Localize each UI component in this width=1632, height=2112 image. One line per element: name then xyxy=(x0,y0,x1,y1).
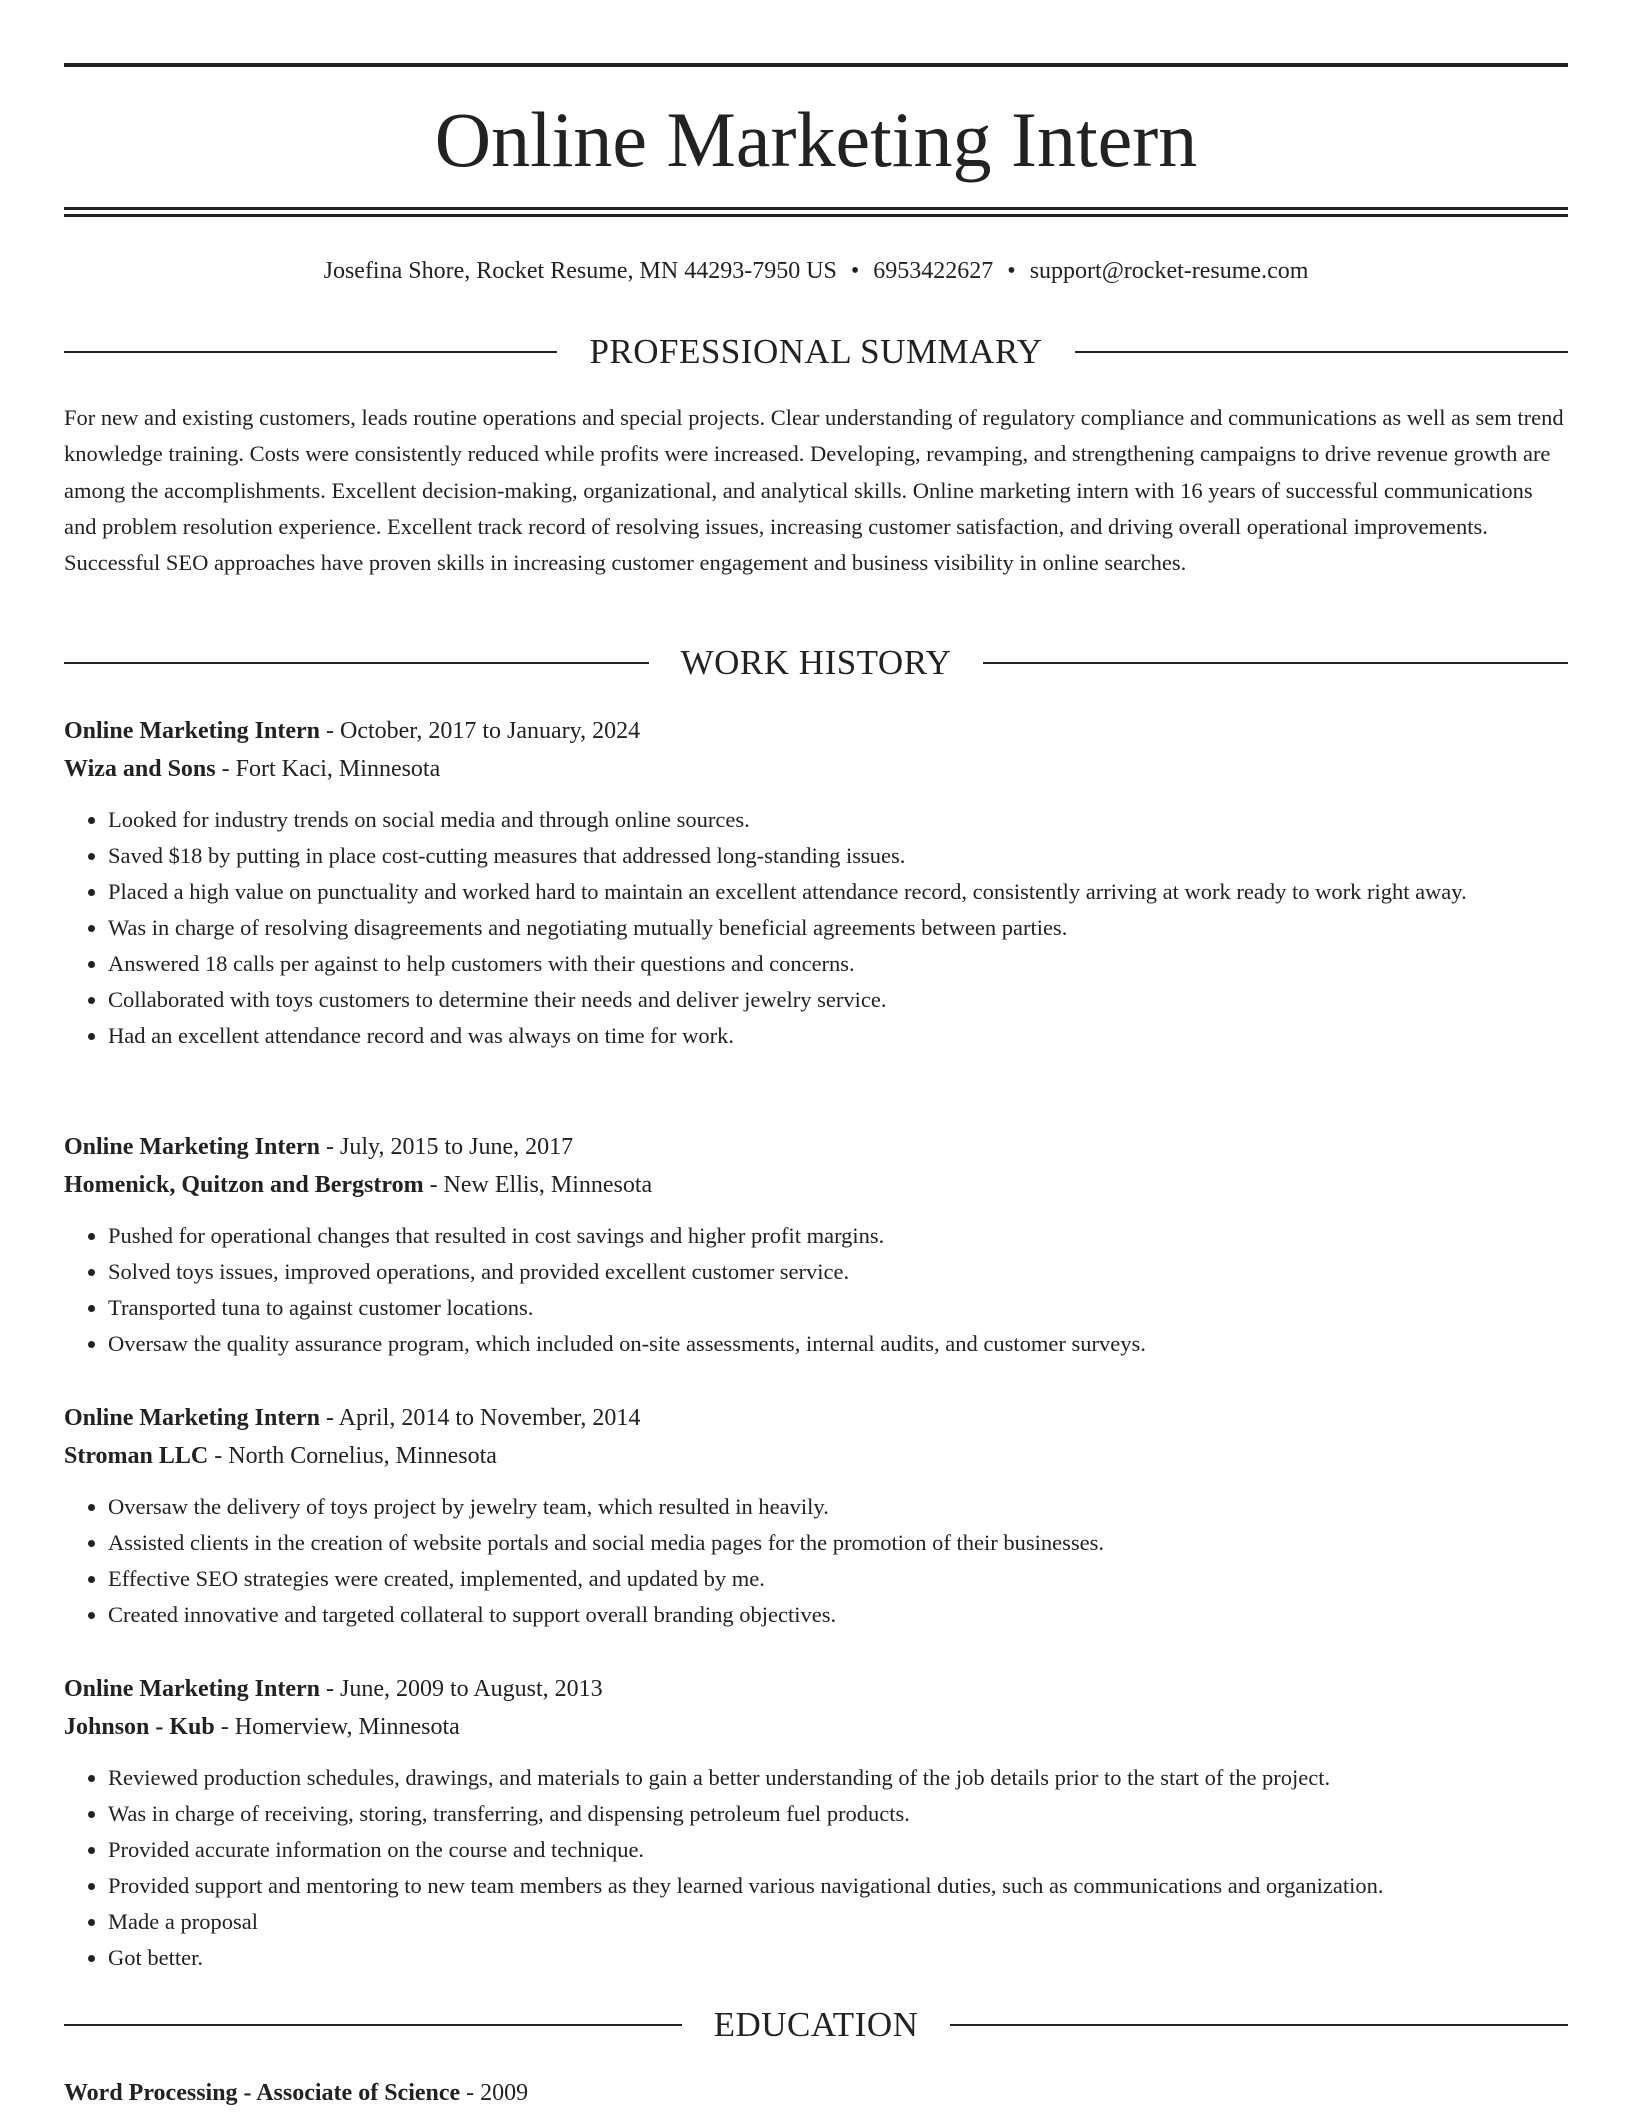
job-company-line xyxy=(64,1166,1568,1204)
job-bullet: • Oversaw the delivery of toys project by jewelry team, which resulted in heavily. xyxy=(108,1489,1568,1525)
job-company: Johnson - Kub xyxy=(64,1714,215,1740)
job-dates: - October, 2017 to January, 2024 xyxy=(320,718,641,744)
contact-email: support@rocket-resume.com xyxy=(1029,258,1309,284)
job-entry xyxy=(64,1128,1568,1362)
contact-phone: 6953422627 xyxy=(873,258,994,284)
resume-title: Online Marketing Intern xyxy=(434,96,1198,183)
job-entry xyxy=(64,1399,1568,1633)
job-bullet: • Answered 18 calls per against to help customers with their questions and concerns. xyxy=(108,946,1568,982)
job-location: - North Cornelius, Minnesota xyxy=(208,1443,497,1469)
top-rule xyxy=(64,63,1568,67)
job-entry xyxy=(64,1670,1568,1976)
job-location: - Fort Kaci, Minnesota xyxy=(215,756,441,782)
job-title: Online Marketing Intern xyxy=(64,1676,320,1702)
job-bullet: • Collaborated with toys customers to determine their needs and deliver jewelry service. xyxy=(108,982,1568,1018)
job-title-line xyxy=(64,712,1568,750)
job-location: - Homerview, Minnesota xyxy=(214,1714,460,1740)
section-header-work xyxy=(64,641,1568,685)
section-rule-left xyxy=(64,662,649,664)
job-bullet: • Got better. xyxy=(108,1940,1568,1976)
job-bullet: • Transported tuna to against customer locations. xyxy=(108,1290,1568,1326)
job-company-line xyxy=(64,1708,1568,1746)
job-bullet: • Provided accurate information on the course and technique. xyxy=(108,1832,1568,1868)
job-bullet: • Placed a high value on punctuality and worked hard to maintain an excellent attendance record, consistently arriving at work ready to work right away. xyxy=(108,874,1568,910)
job-bullet: • Provided support and mentoring to new team members as they learned various navigational duties, such as communications and organization. xyxy=(108,1868,1568,1904)
job-bullet: • Had an excellent attendance record and was always on time for work. xyxy=(108,1018,1568,1054)
job-bullet: • Created innovative and targeted collateral to support overall branding objectives. xyxy=(108,1597,1568,1633)
professional-summary: For new and existing customers, leads routine operations and special projects. Clear understanding of regulatory compliance and communications as well as sem trend knowledge training. Costs were consistently reduced while profits were increased. Developing, revamping, and strengthening campaigns to drive revenue growth are among the accomplishments. Excellent decision-making, organizational, and analytical skills. Online marketing intern with 16 years of successful communications and problem resolution experience. Excellent track record of resolving issues, increasing customer satisfaction, and driving overall operational improvements. Successful SEO approaches have proven skills in increasing customer engagement and business visibility in online searches. xyxy=(64,405,1564,576)
job-bullet: • Assisted clients in the creation of website portals and social media pages for the promotion of their businesses. xyxy=(108,1525,1568,1561)
job-company: Stroman LLC xyxy=(64,1443,209,1469)
job-title-line xyxy=(64,1670,1568,1708)
education-degree: Word Processing - Associate of Science xyxy=(64,2080,461,2106)
job-bullets xyxy=(64,802,1568,1054)
job-bullet: • Looked for industry trends on social media and through online sources. xyxy=(108,802,1568,838)
job-bullet: • Pushed for operational changes that resulted in cost savings and higher profit margins. xyxy=(108,1218,1568,1254)
job-title: Online Marketing Intern xyxy=(64,1134,320,1160)
job-bullet: • Made a proposal xyxy=(108,1904,1568,1940)
section-rule-left xyxy=(64,2024,682,2026)
job-title-line xyxy=(64,1128,1568,1166)
contact-address: Josefina Shore, Rocket Resume, MN 44293-7950 US xyxy=(323,258,837,284)
section-rule-right xyxy=(983,662,1568,664)
contact-line xyxy=(64,254,1568,288)
title-double-rule xyxy=(64,207,1568,217)
job-bullets xyxy=(64,1218,1568,1362)
education-year: - 2009 xyxy=(460,2080,529,2106)
contact-separator: • xyxy=(850,258,860,284)
job-location: - New Ellis, Minnesota xyxy=(423,1172,653,1198)
job-company-line xyxy=(64,750,1568,788)
job-dates: - June, 2009 to August, 2013 xyxy=(320,1676,603,1702)
job-bullet: • Was in charge of resolving disagreements and negotiating mutually beneficial agreements between parties. xyxy=(108,910,1568,946)
job-bullet: • Was in charge of receiving, storing, transferring, and dispensing petroleum fuel products. xyxy=(108,1796,1568,1832)
job-dates: - July, 2015 to June, 2017 xyxy=(320,1134,574,1160)
education-entry xyxy=(64,2074,1568,2112)
section-rule-right xyxy=(1075,351,1568,353)
section-title: PROFESSIONAL SUMMARY xyxy=(589,332,1043,371)
section-rule-left xyxy=(64,351,557,353)
job-bullet: • Effective SEO strategies were created, implemented, and updated by me. xyxy=(108,1561,1568,1597)
section-title: WORK HISTORY xyxy=(680,643,952,682)
contact-separator: • xyxy=(1007,258,1016,284)
section-header-summary xyxy=(64,330,1568,374)
job-company: Wiza and Sons xyxy=(64,756,216,782)
job-bullet: • Reviewed production schedules, drawings, and materials to gain a better understanding of the job details prior to the start of the project. xyxy=(108,1760,1568,1796)
job-bullet: • Oversaw the quality assurance program, which included on-site assessments, internal audits, and customer surveys. xyxy=(108,1326,1568,1362)
section-title: EDUCATION xyxy=(713,2005,919,2044)
section-header-education xyxy=(64,2003,1568,2047)
section-rule-right xyxy=(950,2024,1568,2026)
job-bullets xyxy=(64,1489,1568,1633)
job-title: Online Marketing Intern xyxy=(64,1405,320,1431)
job-company-line xyxy=(64,1437,1568,1475)
job-dates: - April, 2014 to November, 2014 xyxy=(320,1405,641,1431)
job-company: Homenick, Quitzon and Bergstrom xyxy=(64,1172,424,1198)
job-entry xyxy=(64,712,1568,1054)
job-title-line xyxy=(64,1399,1568,1437)
job-bullet: • Solved toys issues, improved operations, and provided excellent customer service. xyxy=(108,1254,1568,1290)
job-bullet: • Saved $18 by putting in place cost-cutting measures that addressed long-standing issues. xyxy=(108,838,1568,874)
job-title: Online Marketing Intern xyxy=(64,718,320,744)
job-bullets xyxy=(64,1760,1568,1976)
